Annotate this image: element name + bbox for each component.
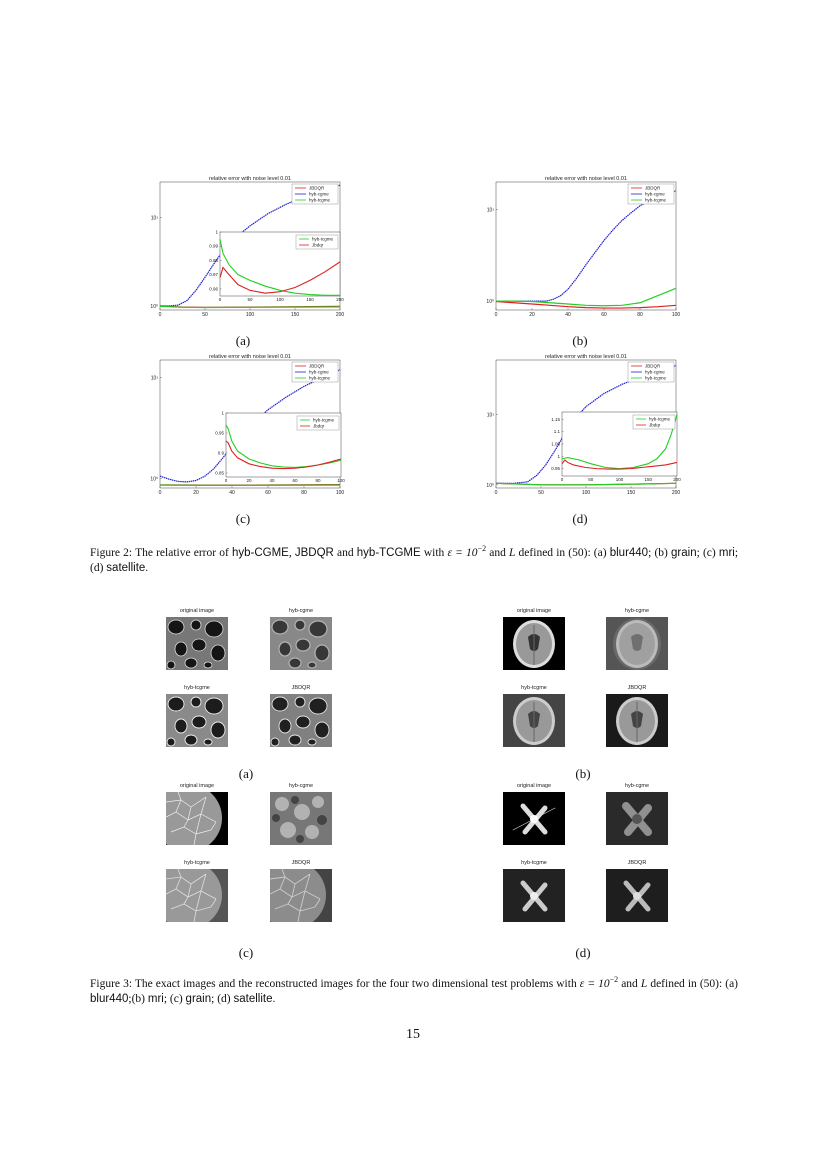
x-tick-label: 100: [581, 490, 591, 496]
legend-label: JBDQR: [645, 185, 661, 191]
img-d-cgme: hyb-cgme: [606, 792, 668, 845]
inset-x-tick-label: 50: [247, 297, 253, 302]
y-tick-label: 10¹: [486, 412, 494, 419]
img-b-cgme: hyb-cgme: [606, 617, 668, 670]
legend: [292, 362, 338, 382]
img-c-jbdqr: JBDQR: [270, 869, 332, 922]
inset-y-tick-label: 0.97: [209, 272, 218, 278]
inset-legend-label: Jbdqr: [312, 242, 324, 248]
chart-0: [150, 176, 344, 318]
inset-x-tick-label: 60: [292, 478, 298, 483]
inset-legend-label: hyb-tcgme: [313, 417, 335, 423]
page-number: 15: [406, 1027, 420, 1042]
inset: [209, 230, 344, 303]
img-a-cgme: hyb-cgme: [270, 617, 332, 670]
fig3-label-d: (d): [575, 945, 591, 960]
inset-x-tick-label: 200: [336, 297, 344, 302]
legend-label: hyb-tcgme: [645, 197, 667, 203]
img-d-original: original image: [503, 792, 565, 845]
plot-a: [140, 172, 355, 324]
x-tick-label: 20: [193, 490, 199, 496]
chart-title: relative error with noise level 0.01: [209, 176, 291, 182]
legend-label: hyb-tcgme: [309, 375, 331, 381]
x-tick-label: 100: [671, 312, 681, 318]
inset-y-tick-label: 1.15: [551, 416, 560, 422]
inset-y-tick-label: 1: [557, 453, 560, 459]
inset-x-tick-label: 50: [588, 477, 594, 482]
inset-y-tick-label: 0.99: [209, 243, 218, 249]
fig2-label-b: (b): [572, 333, 588, 348]
x-tick-label: 0: [158, 312, 162, 318]
fig2-label-d: (d): [572, 511, 588, 526]
legend-label: hyb-tcgme: [645, 375, 667, 381]
x-tick-label: 0: [494, 312, 498, 318]
inset-x-tick-label: 100: [337, 478, 345, 483]
legend: [628, 184, 674, 204]
plot-c: [140, 350, 355, 502]
chart-3: [486, 354, 681, 496]
x-tick-label: 80: [301, 490, 307, 496]
x-tick-label: 20: [529, 312, 535, 318]
y-tick-label: 10¹: [150, 215, 158, 222]
fig2-label-a: (a): [235, 333, 251, 348]
x-tick-label: 0: [158, 490, 162, 496]
chart-title: relative error with noise level 0.01: [209, 354, 291, 360]
x-tick-label: 60: [601, 312, 607, 318]
x-tick-label: 40: [229, 490, 235, 496]
plot-d: [476, 350, 691, 502]
inset-y-tick-label: 0.85: [215, 470, 224, 476]
figure3-caption: Figure 3: The exact images and the reconstructed images for the four two dimensional test problems with $\varepsilon = 10^{-2}$ and L defined in (50): (a) blur440;(b) mri; (c) grain; (d) satellite.: [90, 975, 738, 1005]
inset-x-tick-label: 0: [224, 478, 228, 483]
y-tick-label: 10⁰: [150, 476, 158, 483]
legend-label: JBDQR: [645, 363, 661, 369]
inset-y-tick-label: 0.98: [209, 257, 218, 263]
img-a-tcgme: hyb-tcgme: [166, 694, 228, 747]
y-tick-label: 10¹: [150, 375, 158, 382]
inset-x-tick-label: 100: [615, 477, 624, 482]
legend-label: JBDQR: [309, 185, 325, 191]
x-tick-label: 150: [290, 312, 300, 318]
inset-x-tick-label: 100: [276, 297, 284, 302]
inset-y-tick-label: 1: [215, 229, 218, 235]
legend-label: hyb-cgme: [645, 369, 665, 375]
inset-x-tick-label: 80: [315, 478, 321, 483]
inset-y-tick-label: 0.95: [551, 466, 560, 472]
y-tick-label: 10⁰: [150, 303, 158, 310]
img-c-original: original image: [166, 792, 228, 845]
img-d-tcgme: hyb-tcgme: [503, 869, 565, 922]
y-tick-label: 10⁰: [486, 299, 494, 306]
inset: [551, 412, 681, 482]
inset-x-tick-label: 0: [218, 297, 222, 302]
inset-x-tick-label: 150: [306, 297, 314, 302]
x-tick-label: 100: [335, 490, 345, 496]
inset-x-tick-label: 0: [560, 477, 564, 482]
x-tick-label: 40: [565, 312, 571, 318]
inset-legend-label: hyb-tcgme: [649, 416, 671, 422]
legend-label: JBDQR: [309, 363, 325, 369]
inset-y-tick-label: 0.96: [209, 286, 218, 292]
inset-x-tick-label: 40: [269, 478, 275, 483]
chart-1: [486, 176, 680, 318]
x-tick-label: 200: [335, 312, 345, 318]
fig3-label-c: (c): [238, 945, 254, 960]
legend: [628, 362, 674, 382]
chart-2: [150, 354, 345, 496]
chart-title: relative error with noise level 0.01: [545, 176, 627, 182]
inset-legend-label: Jbdqr: [649, 422, 661, 428]
img-b-jbdqr: JBDQR: [606, 694, 668, 747]
y-tick-label: 10¹: [486, 207, 494, 214]
x-tick-label: 200: [671, 490, 681, 496]
x-tick-label: 150: [626, 490, 636, 496]
x-tick-label: 60: [265, 490, 271, 496]
x-tick-label: 100: [245, 312, 255, 318]
figure2-caption: Figure 2: The relative error of hyb-CGME, JBDQR and hyb-TCGME with $\varepsilon = 10^{-2}$ and L defined in (50): (a) blur440; (b) grain; (c) mri; (d) satellite.: [90, 544, 739, 574]
legend-label: hyb-cgme: [309, 369, 329, 375]
img-d-jbdqr: JBDQR: [606, 869, 668, 922]
inset-y-tick-label: 1: [221, 410, 224, 416]
x-tick-label: 50: [202, 312, 208, 318]
inset-legend-label: hyb-tcgme: [312, 236, 334, 242]
inset-y-tick-label: 0.9: [217, 450, 224, 456]
inset-y-tick-label: 1.05: [551, 441, 560, 447]
inset-y-tick-label: 0.95: [215, 430, 224, 436]
img-c-cgme: hyb-cgme: [270, 792, 332, 845]
plot-b: [476, 172, 691, 324]
fig3-label-a: (a): [238, 766, 254, 781]
legend-label: hyb-cgme: [645, 191, 665, 197]
y-tick-label: 10⁰: [486, 482, 494, 489]
legend-label: hyb-cgme: [309, 191, 329, 197]
img-b-tcgme: hyb-tcgme: [503, 694, 565, 747]
img-c-tcgme: hyb-tcgme: [166, 869, 228, 922]
inset-x-tick-label: 150: [644, 477, 653, 482]
inset-legend-label: Jbdqr: [313, 423, 325, 429]
x-tick-label: 0: [494, 490, 498, 496]
inset-x-tick-label: 20: [246, 478, 252, 483]
x-tick-label: 50: [538, 490, 544, 496]
inset-x-tick-label: 200: [673, 477, 681, 482]
fig2-label-c: (c): [235, 511, 251, 526]
inset: [215, 411, 345, 484]
x-tick-label: 80: [637, 312, 643, 318]
legend-label: hyb-tcgme: [309, 197, 331, 203]
legend: [292, 184, 338, 204]
inset-y-tick-label: 1.1: [553, 429, 560, 435]
img-a-original: original image: [166, 617, 228, 670]
img-a-jbdqr: JBDQR: [270, 694, 332, 747]
chart-title: relative error with noise level 0.01: [545, 354, 627, 360]
img-b-original: original image: [503, 617, 565, 670]
fig3-label-b: (b): [575, 766, 591, 781]
